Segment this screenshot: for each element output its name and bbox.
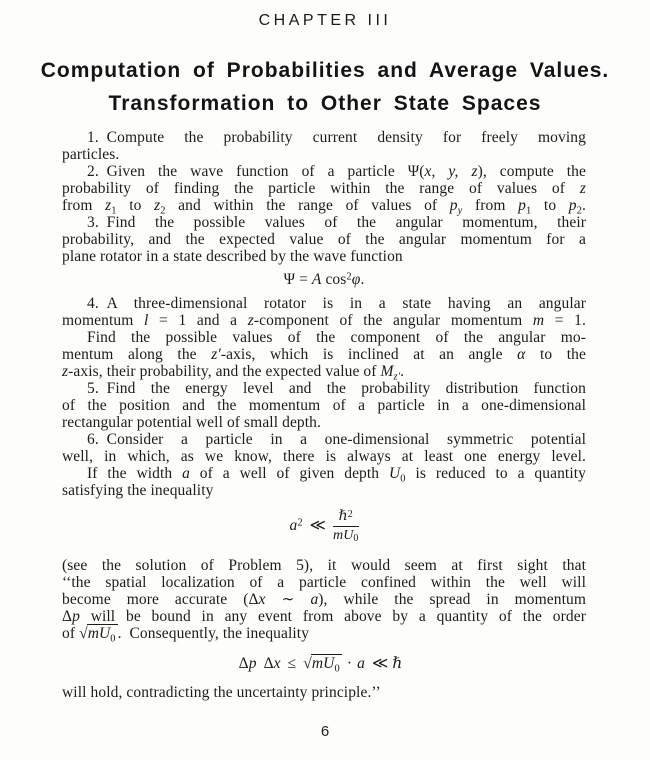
text-line: 2. Given the wave function of a particle Ψ(x, y, z), compute the [87,163,587,180]
variable: A [311,271,322,288]
text-line: Δp will be bound in any event from above by a quantity of the order [62,608,586,625]
text-line: (see the solution of Problem 5), it would seem at first sight that [62,557,586,574]
page-title [0,54,650,120]
text-line: z-axis, their probability, and the expected value of $M_{z'}$. [62,363,405,383]
text-line: If the width a of a well of given depth $U_0$ is reduced to a quantity [87,465,586,485]
variable: a [357,655,365,672]
text-line: probability of finding the particle within the range of values of z [62,180,586,197]
problem-1 [62,129,586,163]
formula-uncertainty: Δp $\Delta x \le √mU_0 \cdot a$ ≪ ℏ [238,655,403,675]
less-equal-sign: ≤ [287,655,297,672]
radicand: $mU_0$ [311,655,340,675]
text-line: Find the possible values of the component of the angular mo- [87,329,586,346]
text-line: particles. [62,146,120,163]
quote-paragraph [62,557,586,645]
text-line: momentum l = 1 and a z-component of the angular momentum m = 1. [62,312,586,329]
text-line: mentum along the z′-axis, which is inclined at an angle α to the [62,346,586,363]
problem-5 [62,380,586,431]
text-line: 6. Consider a particle in a one-dimensional symmetric potential [87,431,586,448]
formula-wavefunction: Ψ = A $\cos^2\varphi$. [283,271,365,288]
chapter-heading: CHAPTER III [258,12,392,29]
radicand: $mU_0$ [87,625,116,645]
text-line: of the position and the momentum of a particle in a one-dimensional [62,397,586,414]
formula-width-inequality: $a^2$ ≪ $\frac{\hbar^2}{mU_0}$ [289,509,359,544]
much-less-than-hbar: ≪ ℏ [371,655,403,672]
much-less-than-sign: ≪ [309,517,326,535]
variable: φ [351,271,361,288]
text-line: ‘‘the spatial localization of a particle confined within the well will [62,574,586,591]
title-line-1: Computation of Probabilities and Average Values. [40,59,610,82]
variable: x [273,655,281,672]
problem-6 [62,431,586,499]
title-line-2: Transformation to Other State Spaces [108,92,542,115]
text-line: plane rotator in a state described by the wave function [62,248,403,265]
text-block [62,129,586,701]
text-line: well, in which, as we know, there is always at least one energy level. [62,448,586,465]
text-line: from $z_1$ to $z_2$ and within the range of values of $p_y$ from $p_1$ to $p_2$. [62,197,586,217]
text-line: will hold, contradicting the uncertainty principle.’’ [62,684,381,701]
variable: p [248,655,257,672]
text-line: satisfying the inequality [62,482,214,499]
variable: a [289,517,298,535]
text-line: 1. Compute the probability current density for freely moving [87,129,586,146]
page-number: 6 [320,723,330,740]
closing-line [62,684,586,701]
problem-4 [62,295,586,383]
text-line: rectangular potential well of small depth. [62,414,322,431]
text-line: 4. A three-dimensional rotator is in a state having an angular [87,295,586,312]
radical-sign: √ [303,655,312,672]
radical-sign: √ [79,625,88,642]
text-line: probability, and the expected value of the angular momentum for a [62,231,586,248]
middle-dot: · [346,655,353,672]
text-line: 3. Find the possible values of the angular momentum, their [87,214,586,231]
problem-3 [62,214,586,265]
text-line: of $√mU_0$ . Consequently, the inequality [62,625,310,645]
text-line: become more accurate (Δx ∼ a), while the spread in momentum [62,591,586,608]
fraction: $\frac{\hbar^2}{mU_0}$ [333,509,359,544]
text-line: 5. Find the energy level and the probability distribution function [87,380,586,397]
problem-2 [62,163,587,217]
